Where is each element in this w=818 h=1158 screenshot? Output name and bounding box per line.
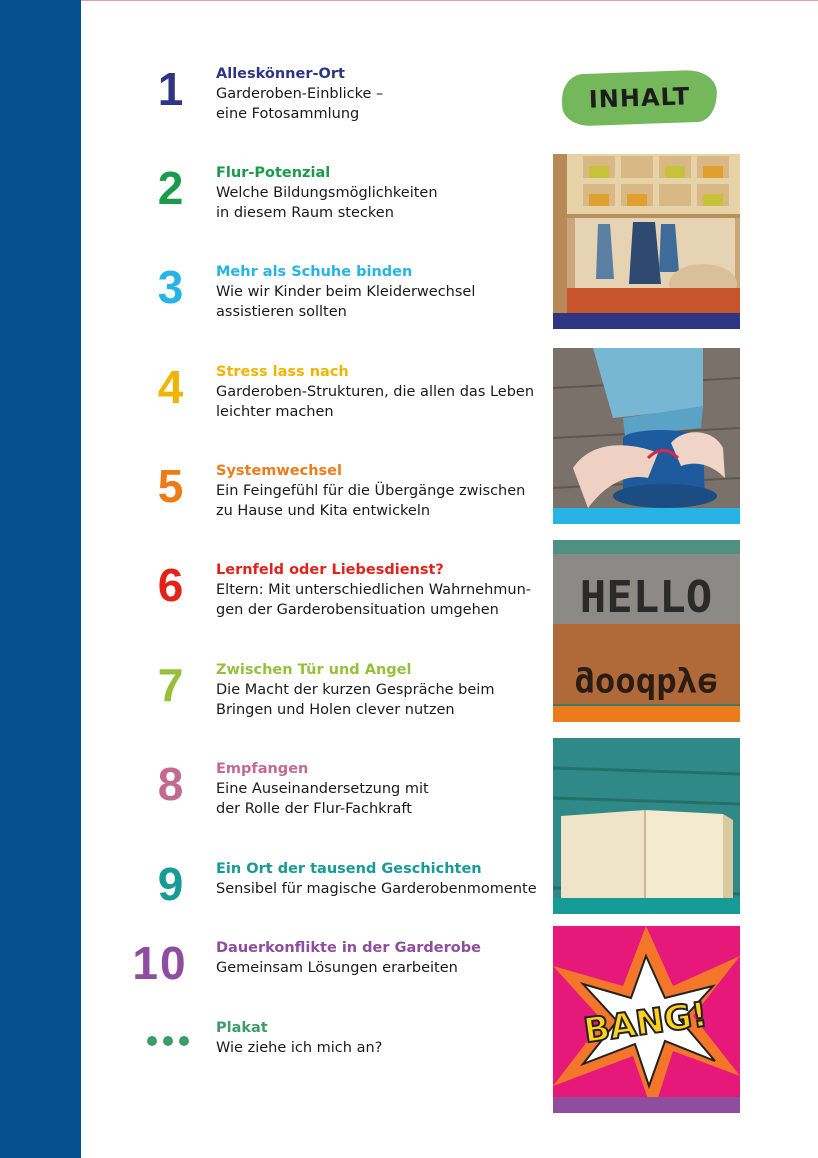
chapter-title: Empfangen xyxy=(216,761,309,777)
toc-entry-1[interactable] xyxy=(130,64,530,144)
chapter-number: 8 xyxy=(157,758,183,810)
toc-entry-3[interactable] xyxy=(130,262,530,342)
chapter-title: Mehr als Schuhe binden xyxy=(216,264,413,280)
chapter-desc-line2: zu Hause und Kita entwickeln xyxy=(216,503,431,519)
chapter-desc-line1: Ein Feingefühl für die Übergänge zwischen xyxy=(216,483,526,499)
chapter-desc-line2: in diesem Raum stecken xyxy=(216,205,394,221)
ellipsis-icon xyxy=(147,1036,189,1046)
color-bar xyxy=(553,508,740,524)
toc-entry-10[interactable] xyxy=(130,938,530,1018)
toc-entry-poster[interactable] xyxy=(130,1018,530,1098)
chapter-title: Alleskönner-Ort xyxy=(216,66,345,82)
chapter-desc-line1: Eine Auseinandersetzung mit xyxy=(216,781,429,797)
doormat-goodbye-text: goodbye xyxy=(574,665,718,705)
color-bar xyxy=(553,706,740,722)
chapter-number: 2 xyxy=(157,162,183,214)
color-bar xyxy=(553,1097,740,1113)
color-bar xyxy=(553,898,740,914)
chapter-desc-line1: Die Macht der kurzen Gespräche beim xyxy=(216,682,495,698)
toc-entry-5[interactable] xyxy=(130,461,530,541)
chapter-desc-line1: Garderoben-Einblicke – xyxy=(216,86,384,102)
chapter-number: 9 xyxy=(157,858,183,910)
chapter-desc-line1: Sensibel für magische Garderobenmomente xyxy=(216,881,537,897)
toc-entry-6[interactable] xyxy=(130,560,530,640)
chapter-desc-line1: Wie ziehe ich mich an? xyxy=(216,1040,383,1056)
toc-entry-2[interactable] xyxy=(130,163,530,243)
chapter-desc-line2: gen der Garderobensituation umgehen xyxy=(216,602,499,618)
left-sidebar-band xyxy=(0,0,81,1158)
chapter-number: 6 xyxy=(157,559,183,611)
chapter-desc-line1: Eltern: Mit unterschiedlichen Wahrnehmun- xyxy=(216,582,532,598)
chapter-title: Systemwechsel xyxy=(216,463,342,479)
chapter-desc-line2: eine Fotosammlung xyxy=(216,106,360,122)
top-rule xyxy=(81,0,818,1)
photo-comic-bang xyxy=(553,926,740,1113)
chapter-number: 7 xyxy=(157,659,183,711)
toc-entry-7[interactable] xyxy=(130,660,530,740)
chapter-title: Plakat xyxy=(216,1020,268,1036)
doormat-hello-text: HELLO xyxy=(579,572,713,623)
chapter-title: Ein Ort der tausend Geschichten xyxy=(216,861,482,877)
toc-entry-9[interactable] xyxy=(130,858,537,939)
chapter-desc-line2: der Rolle der Flur-Fachkraft xyxy=(216,801,412,817)
comic-bang-text: BANG! xyxy=(581,994,710,1052)
photo-open-book xyxy=(553,738,740,914)
chapter-number: 10 xyxy=(132,937,188,989)
chapter-title: Stress lass nach xyxy=(216,364,349,380)
chapter-desc-line1: Garderoben-Strukturen, die allen das Leben xyxy=(216,384,535,400)
photo-shoelace xyxy=(553,348,740,524)
chapter-number: 5 xyxy=(157,460,183,512)
contents-badge: INHALT xyxy=(561,69,718,126)
chapter-desc-line1: Gemeinsam Lösungen erarbeiten xyxy=(216,960,458,976)
chapter-title: Flur-Potenzial xyxy=(216,165,331,181)
chapter-number: 4 xyxy=(157,361,183,413)
chapter-desc-line1: Wie wir Kinder beim Kleiderwechsel xyxy=(216,284,476,300)
chapter-title: Zwischen Tür und Angel xyxy=(216,662,412,678)
photo-doormat xyxy=(553,540,740,722)
photo-wardrobe xyxy=(553,154,740,329)
chapter-desc-line2: leichter machen xyxy=(216,404,334,420)
toc-entry-8[interactable] xyxy=(130,759,530,839)
chapter-desc-line2: Bringen und Holen clever nutzen xyxy=(216,702,455,718)
chapter-number: 3 xyxy=(157,261,183,313)
chapter-title: Lernfeld oder Liebesdienst? xyxy=(216,562,444,578)
color-bar xyxy=(553,313,740,329)
chapter-desc-line1: Welche Bildungsmöglichkeiten xyxy=(216,185,438,201)
toc-entry-4[interactable] xyxy=(130,361,535,442)
chapter-desc-line2: assistieren sollten xyxy=(216,304,347,320)
chapter-number: 1 xyxy=(157,63,183,115)
chapter-title: Dauerkonflikte in der Garderobe xyxy=(216,940,481,956)
